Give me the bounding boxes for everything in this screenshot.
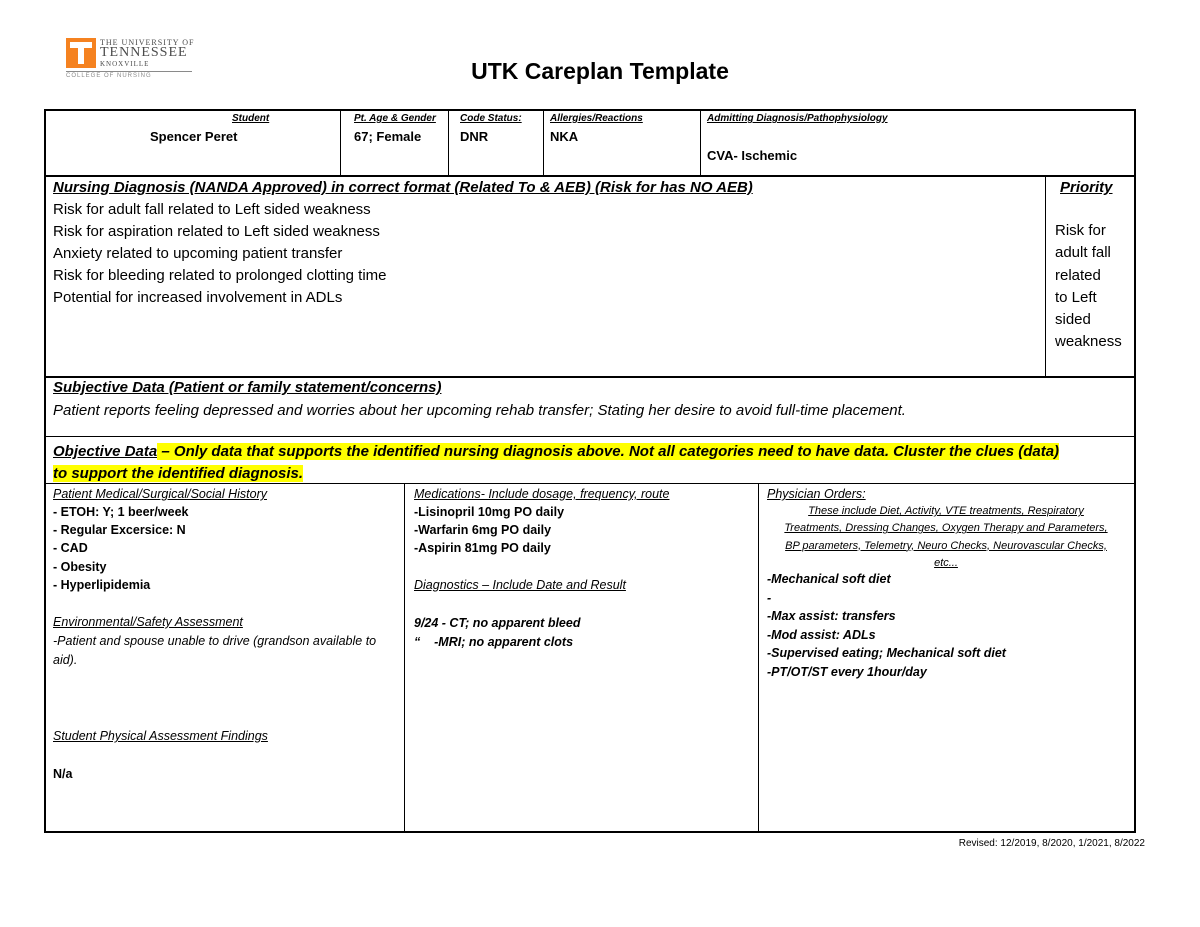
age-gender-value: 67; Female: [354, 129, 422, 144]
careplan-table: [44, 109, 1136, 833]
priority-text: [1055, 220, 1135, 354]
objective-block: [53, 441, 1059, 485]
orders-note-line: etc...: [934, 556, 958, 569]
divider: [700, 111, 701, 175]
divider: [46, 436, 1134, 437]
nursing-diagnosis-heading: Nursing Diagnosis (NANDA Approved) in correct format (Related To & AEB) (Risk for has NO AEB): [53, 179, 753, 196]
priority-line: to Left: [1055, 288, 1097, 306]
allergies-value: NKA: [550, 129, 579, 144]
priority-line: related: [1055, 266, 1101, 284]
order-item: -PT/OT/ST every 1hour/day: [767, 664, 927, 679]
medication-item: -Lisinopril 10mg PO daily: [414, 505, 565, 519]
nursing-diagnosis-list: [53, 199, 387, 309]
objective-heading: Objective Data: [53, 443, 158, 460]
medication-item: -Warfarin 6mg PO daily: [414, 523, 552, 538]
environmental-text: -Patient and spouse unable to drive (grandson available to aid).: [53, 634, 377, 667]
objective-instruction: – Only data that supports the identified nursing diagnosis above. Not all categories need to have data. Cluster the clues (data): [157, 443, 1060, 460]
medications-heading: Medications- Include dosage, frequency, route: [414, 487, 670, 501]
logo-line-1: THE UNIVERSITY OF: [100, 38, 195, 47]
medications-list: [414, 503, 564, 558]
order-item: -Mechanical soft diet: [767, 572, 891, 586]
diagnostics-list: [414, 614, 580, 651]
divider: [1045, 177, 1046, 376]
diagnosis-item: Risk for adult fall related to Left sided weakness: [53, 201, 371, 218]
allergies-label: Allergies/Reactions: [550, 113, 643, 124]
priority-line: Risk for: [1055, 222, 1106, 239]
divider: [758, 483, 759, 833]
environmental-heading: Environmental/Safety Assessment: [53, 615, 243, 629]
orders-note-line: BP parameters, Telemetry, Neuro Checks, Neurovascular Checks,: [785, 539, 1107, 552]
history-list: [53, 503, 188, 594]
logo-line-2: TENNESSEE: [100, 45, 188, 60]
page-title: UTK Careplan Template: [471, 58, 729, 84]
physical-assessment-heading: Student Physical Assessment Findings: [53, 729, 268, 743]
logo-line-4: COLLEGE OF NURSING: [66, 73, 152, 79]
diagnostic-item: “ -MRI; no apparent clots: [414, 634, 574, 649]
admitting-diagnosis-value: CVA- Ischemic: [707, 148, 798, 163]
revised-footer: Revised: 12/2019, 8/2020, 1/2021, 8/2022: [958, 838, 1145, 849]
divider: [448, 111, 449, 175]
student-label: Student: [232, 113, 270, 124]
orders-note-line: These include Diet, Activity, VTE treatments, Respiratory: [808, 505, 1084, 517]
priority-heading: Priority: [1060, 179, 1113, 196]
physician-orders-note: [760, 503, 1132, 572]
diagnostics-heading: Diagnostics – Include Date and Result: [414, 578, 626, 592]
diagnostic-item: 9/24 - CT; no apparent bleed: [414, 616, 581, 630]
physical-assessment-value: N/a: [53, 767, 73, 781]
objective-instruction-cont: to support the identified diagnosis.: [53, 465, 303, 482]
history-item: - Hyperlipidemia: [53, 577, 151, 592]
priority-line: weakness: [1055, 333, 1122, 351]
order-item: -Supervised eating; Mechanical soft diet: [767, 646, 1006, 660]
medication-item: -Aspirin 81mg PO daily: [414, 541, 551, 556]
code-status-value: DNR: [460, 129, 489, 144]
physician-orders-list: [767, 570, 1006, 681]
admitting-diagnosis-label: Admitting Diagnosis/Pathophysiology: [707, 113, 888, 124]
priority-line: sided: [1055, 311, 1091, 329]
subjective-heading: Subjective Data (Patient or family statement/concerns): [53, 379, 442, 396]
diagnosis-item: Risk for aspiration related to Left sided weakness: [53, 223, 380, 240]
history-heading: Patient Medical/Surgical/Social History: [53, 487, 267, 501]
diagnosis-item: Risk for bleeding related to prolonged clotting time: [53, 267, 387, 284]
orders-note-line: Treatments, Dressing Changes, Oxygen Therapy and Parameters,: [784, 522, 1108, 535]
divider: [404, 483, 405, 833]
history-item: - ETOH: Y; 1 beer/week: [53, 505, 189, 519]
order-item: -: [767, 590, 772, 605]
physician-orders-heading: Physician Orders:: [767, 487, 866, 501]
age-gender-label: Pt. Age & Gender: [354, 113, 436, 124]
order-item: -Mod assist: ADLs: [767, 627, 876, 642]
diagnosis-item: Potential for increased involvement in ADLs: [53, 289, 343, 306]
history-item: - Regular Excersice: N: [53, 523, 186, 538]
divider: [46, 175, 1134, 177]
divider: [340, 111, 341, 175]
divider: [46, 376, 1134, 378]
diagnosis-item: Anxiety related to upcoming patient transfer: [53, 245, 343, 262]
subjective-text: Patient reports feeling depressed and worries about her upcoming rehab transfer; Stating her desire to avoid full-time placement.: [53, 402, 906, 419]
history-item: - Obesity: [53, 559, 107, 574]
priority-line: adult fall: [1055, 244, 1111, 262]
logo-line-3: KNOXVILLE: [100, 60, 150, 68]
code-status-label: Code Status:: [460, 113, 522, 124]
order-item: -Max assist: transfers: [767, 609, 896, 623]
history-item: - CAD: [53, 541, 88, 556]
divider: [543, 111, 544, 175]
student-value: Spencer Peret: [150, 129, 238, 144]
